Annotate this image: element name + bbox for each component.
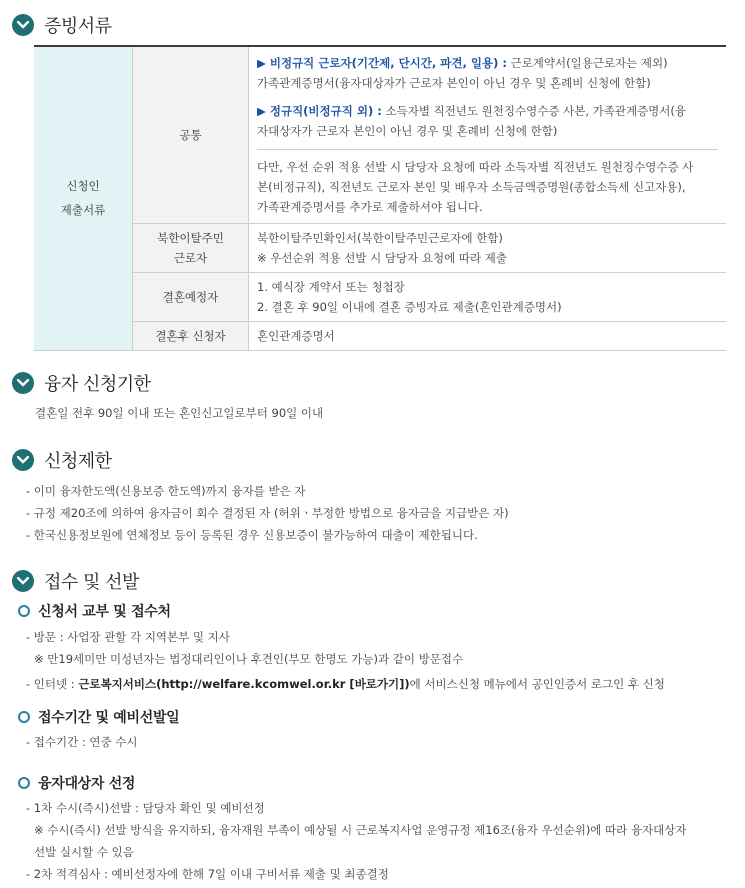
visit-line: - 방문 : 사업장 관할 각 지역본부 및 지사 [26, 630, 230, 644]
submission-details [26, 626, 665, 695]
priority-note [257, 149, 718, 217]
regular-worker-line2: 자대상자가 근로자 본인이 아닌 경우 및 혼례비 신청에 한함) [257, 123, 558, 138]
section-title: 증빙서류 [44, 16, 112, 37]
chevron-down-icon [12, 570, 34, 592]
married-docs-cell [249, 321, 727, 350]
bullet-ring-icon [18, 711, 30, 723]
applicant-label-2: 제출서류 [60, 203, 106, 218]
defector-doc-line2: ※ 우선순위 적용 선발 시 담당자 요청에 따라 제출 [257, 250, 507, 265]
married-doc-line1: 혼인관계증명서 [257, 328, 335, 343]
subsection-title: 접수기간 및 예비선발일 [38, 710, 180, 726]
category-label: 북한이탈주민 [157, 230, 224, 245]
subsection-period-header [18, 707, 179, 727]
table-row [34, 272, 726, 321]
subsection-submission-header [18, 601, 171, 621]
subsection-title: 신청서 교부 및 접수처 [38, 604, 171, 620]
category-label: 결혼후 신청자 [155, 328, 226, 343]
section-docs-header [12, 12, 112, 38]
engaged-docs-cell [249, 272, 727, 321]
selection-line-1: - 1차 수시(즉시)선발 : 담당자 확인 및 예비선정 [26, 801, 265, 815]
table-row [34, 223, 726, 272]
internet-suffix: 에 서비스신청 메뉴에서 공인인증서 로그인 후 신청 [409, 677, 665, 691]
welfare-service-link[interactable]: 근로복지서비스(http://welfare.kcomwel.or.kr [바로가기]) [78, 677, 410, 691]
chevron-down-icon [12, 372, 34, 394]
list-item: - 규정 제20조에 의하여 융자금이 회수 결정된 자 (허위ㆍ부정한 방법으로 융자금을 지급받은 자) [26, 506, 509, 520]
internet-line [26, 673, 665, 695]
regular-worker-text: 소득자별 직전년도 원천징수영수증 사본, 가족관계증명서(융 [381, 103, 686, 118]
section-deadline-header [12, 370, 151, 396]
table-row [34, 321, 726, 350]
list-item: - 한국신용정보원에 연체정보 등이 등록된 경우 신용보증이 불가능하여 대출이 제한됩니다. [26, 528, 478, 542]
section-title: 신청제한 [44, 451, 112, 472]
bullet-ring-icon [18, 777, 30, 789]
subsection-selection-header [18, 773, 135, 793]
period-line: - 접수기간 : 연중 수시 [26, 735, 138, 749]
defector-doc-line1: 북한이탈주민확인서(북한이탈주민근로자에 한함) [257, 230, 503, 245]
selection-note-2: 선발 실시할 수 있음 [34, 845, 134, 859]
engaged-doc-line1: 1. 예식장 계약서 또는 청첩장 [257, 279, 405, 294]
irregular-worker-text: 근로계약서(일용근로자는 제외) [506, 55, 668, 70]
deadline-text: 결혼일 전후 90일 이내 또는 혼인신고일로부터 90일 이내 [35, 406, 324, 420]
bullet-ring-icon [18, 605, 30, 617]
defector-docs-cell [249, 223, 727, 272]
priority-note-line2: 본(비정규직), 직전년도 근로자 본인 및 배우자 소득금액증명원(종합소득세 신고자용), [257, 179, 686, 194]
restriction-list [26, 480, 509, 546]
minor-note: ※ 만19세미만 미성년자는 법정대리인이나 후견인(부모 한명도 가능)과 같이 방문접수 [34, 652, 464, 666]
applicant-label: 신청인 [66, 179, 100, 194]
section-restriction-header [12, 447, 112, 473]
category-defector [133, 223, 249, 272]
applicant-header-cell [34, 46, 133, 350]
category-label: 공통 [179, 127, 202, 142]
category-engaged [133, 272, 249, 321]
selection-note-1: ※ 수시(즉시) 선발 방식을 유지하되, 융자재원 부족이 예상될 시 근로복지사업 운영규정 제16조(융자 우선순위)에 따라 융자대상자 [34, 823, 687, 837]
regular-worker-docs [257, 101, 718, 121]
chevron-down-icon [12, 14, 34, 36]
category-common [133, 46, 249, 223]
category-label: 결혼예정자 [162, 289, 219, 304]
category-married [133, 321, 249, 350]
documents-table [34, 45, 726, 351]
priority-note-line1: 다만, 우선 순위 적용 선발 시 담당자 요청에 따라 소득자별 직전년도 원천징수영수증 사 [257, 159, 694, 174]
list-item: - 이미 융자한도액(신용보증 한도액)까지 융자를 받은 자 [26, 484, 306, 498]
irregular-worker-line2: 가족관계증명서(융자대상자가 근로자 본인이 아닌 경우 및 혼례비 신청에 한함) [257, 75, 651, 90]
subsection-title: 융자대상자 선정 [38, 776, 136, 792]
section-title: 융자 신청기한 [44, 374, 151, 395]
internet-prefix: - 인터넷 : [26, 677, 79, 691]
selection-details [26, 797, 731, 885]
chevron-down-icon [12, 449, 34, 471]
irregular-worker-docs [257, 53, 718, 73]
table-row [34, 46, 726, 223]
selection-line-2: - 2차 적격심사 : 예비선정자에 한해 7일 이내 구비서류 제출 및 최종결정 [26, 867, 389, 881]
irregular-worker-heading: ▶ 비정규직 근로자(기간제, 단시간, 파견, 일용) : [257, 55, 507, 70]
common-docs-cell [249, 46, 727, 223]
section-title: 접수 및 선발 [44, 572, 139, 593]
engaged-doc-line2: 2. 결혼 후 90일 이내에 결혼 증빙자료 제출(혼인관계증명서) [257, 299, 562, 314]
priority-note-line3: 가족관계증명서를 추가로 제출하셔야 됩니다. [257, 199, 483, 214]
category-label-2: 근로자 [173, 250, 208, 265]
section-reception-header [12, 568, 139, 594]
regular-worker-heading: ▶ 정규직(비정규직 외) : [257, 103, 382, 118]
